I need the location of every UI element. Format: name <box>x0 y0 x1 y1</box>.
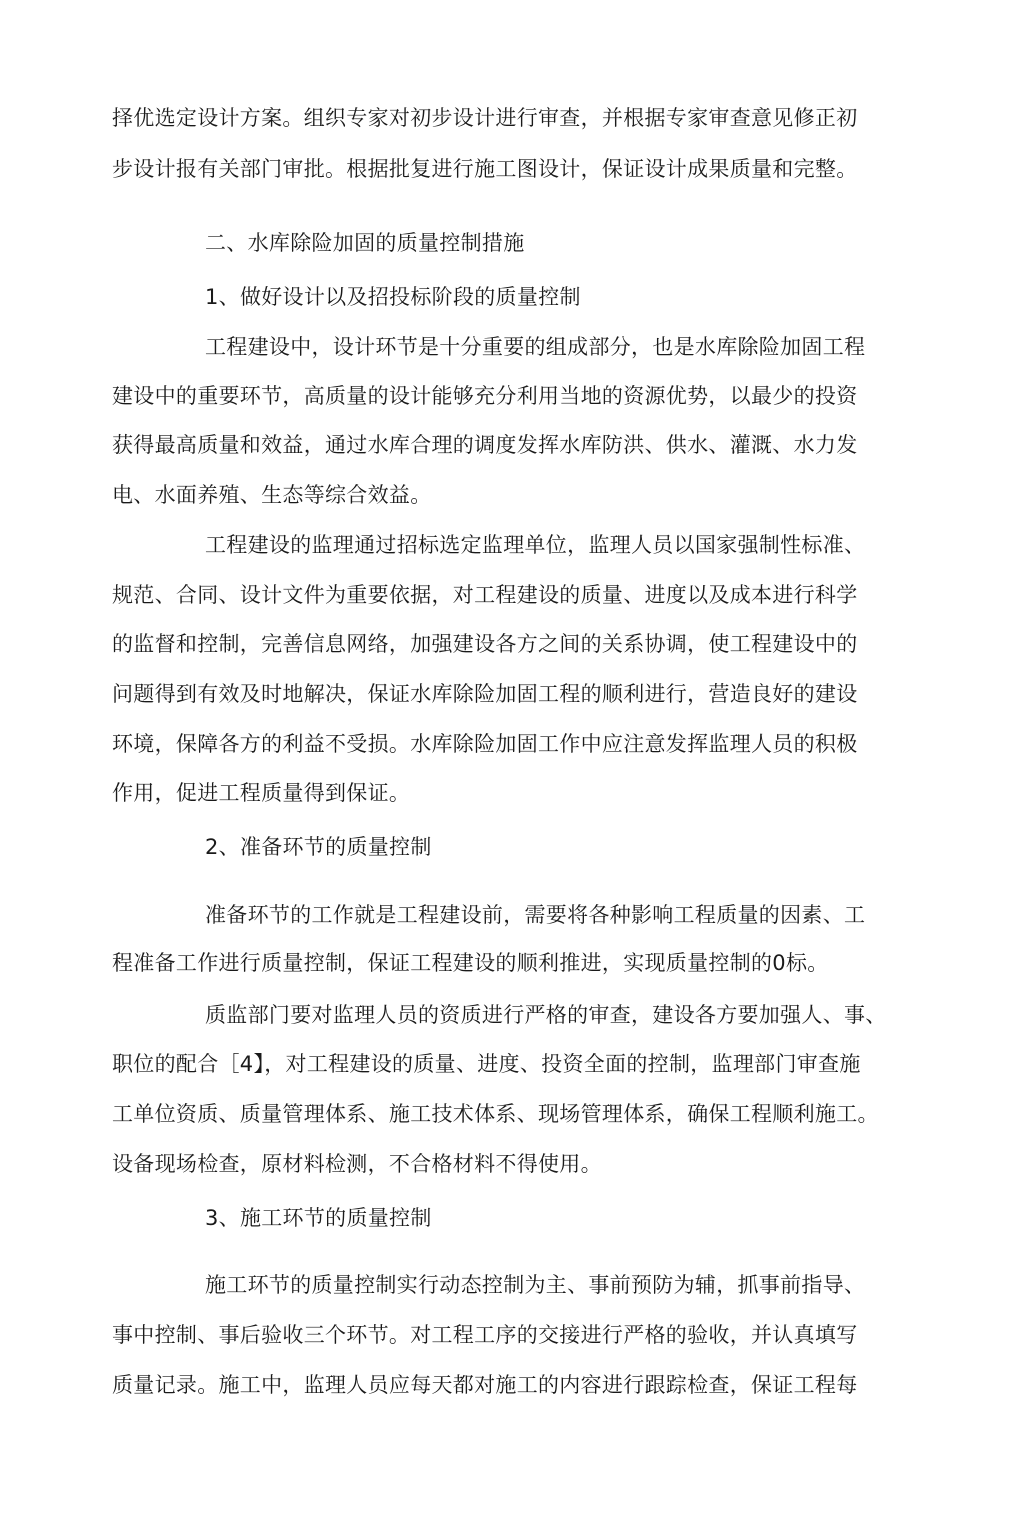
text-line: 的监督和控制，完善信息网络，加强建设各方之间的关系协调，使工程建设中的 <box>112 632 858 656</box>
section-heading: 二、水库除险加固的质量控制措施 <box>205 231 525 255</box>
text-line: 工程建设的监理通过招标选定监理单位，监理人员以国家强制性标准、 <box>205 533 866 557</box>
text-line: 作用，促进工程质量得到保证。 <box>112 781 411 805</box>
text-line: 问题得到有效及时地解决，保证水库除险加固工程的顺利进行，营造良好的建设 <box>112 682 858 706</box>
text-line: 工程建设中，设计环节是十分重要的组成部分，也是水库除险加固工程 <box>205 335 866 359</box>
subsection-heading: 1、做好设计以及招投标阶段的质量控制 <box>205 285 581 309</box>
text-line: 事中控制、事后验收三个环节。对工程工序的交接进行严格的验收，并认真填写 <box>112 1323 858 1347</box>
text-line: 获得最高质量和效益，通过水库合理的调度发挥水库防洪、供水、灌溉、水力发 <box>112 433 858 457</box>
text-line: 步设计报有关部门审批。根据批复进行施工图设计，保证设计成果质量和完整。 <box>112 157 858 181</box>
text-line: 建设中的重要环节，高质量的设计能够充分利用当地的资源优势，以最少的投资 <box>112 384 858 408</box>
text-line: 设备现场检查，原材料检测，不合格材料不得使用。 <box>112 1152 602 1176</box>
text-line: 质监部门要对监理人员的资质进行严格的审查，建设各方要加强人、事、 <box>205 1003 887 1027</box>
text-line: 程准备工作进行质量控制，保证工程建设的顺利推进，实现质量控制的0标。 <box>112 951 829 975</box>
text-line: 质量记录。施工中，监理人员应每天都对施工的内容进行跟踪检查，保证工程每 <box>112 1373 858 1397</box>
text-line: 电、水面养殖、生态等综合效益。 <box>112 483 432 507</box>
text-line: 准备环节的工作就是工程建设前，需要将各种影响工程质量的因素、工 <box>205 903 866 927</box>
subsection-heading: 2、准备环节的质量控制 <box>205 835 432 859</box>
text-line: 职位的配合［4】，对工程建设的质量、进度、投资全面的控制，监理部门审查施 <box>112 1052 861 1076</box>
text-line: 环境，保障各方的利益不受损。水库除险加固工作中应注意发挥监理人员的积极 <box>112 732 858 756</box>
text-line: 工单位资质、质量管理体系、施工技术体系、现场管理体系，确保工程顺利施工。 <box>112 1102 879 1126</box>
text-line: 择优选定设计方案。组织专家对初步设计进行审查，并根据专家审查意见修正初 <box>112 106 858 130</box>
text-line: 施工环节的质量控制实行动态控制为主、事前预防为辅，抓事前指导、 <box>205 1273 866 1297</box>
subsection-heading: 3、施工环节的质量控制 <box>205 1206 432 1230</box>
text-line: 规范、合同、设计文件为重要依据，对工程建设的质量、进度以及成本进行科学 <box>112 583 858 607</box>
